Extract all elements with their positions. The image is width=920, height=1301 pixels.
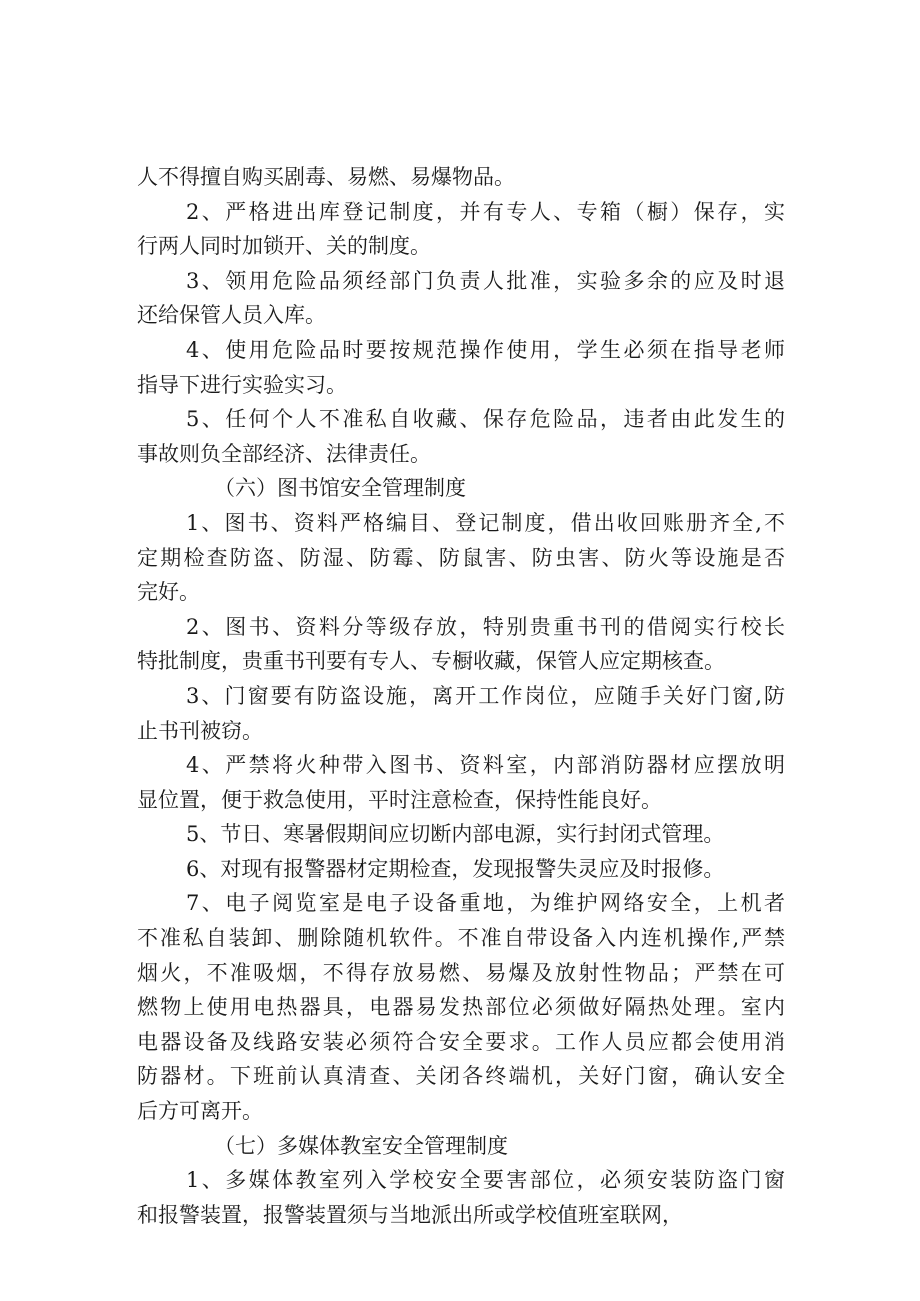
text-line: 防器材。下班前认真清查、关闭各终端机，关好门窗，确认安全: [137, 1064, 785, 1089]
text-line: 烟火，不准吸烟，不得存放易燃、易爆及放射性物品；严禁在可: [137, 960, 785, 985]
text-line: 6、对现有报警器材定期检查，发现报警失灵应及时报修。: [186, 856, 725, 881]
text-line: 显位置，便于救急使用，平时注意检查，保持性能良好。: [137, 787, 662, 812]
text-line: 事故则负全部经济、法律责任。: [137, 441, 431, 466]
text-line: 定期检查防盗、防湿、防霉、防鼠害、防虫害、防火等设施是否: [137, 545, 785, 570]
text-line: 7、电子阅览室是电子设备重地，为维护网络安全，上机者: [186, 891, 785, 916]
text-line: 1、多媒体教室列入学校安全要害部位，必须安装防盗门窗: [186, 1168, 785, 1193]
text-line: 5、节日、寒暑假期间应切断内部电源，实行封闭式管理。: [186, 822, 725, 847]
text-line: 特批制度，贵重书刊要有专人、专橱收藏，保管人应定期核查。: [137, 649, 725, 674]
text-line: 止书刊被窃。: [137, 718, 263, 743]
text-line: 3、门窗要有防盗设施，离开工作岗位，应随手关好门窗,防: [186, 683, 785, 708]
text-line: 人不得擅自购买剧毒、易燃、易爆物品。: [137, 165, 515, 189]
text-line: 和报警装置，报警装置须与当地派出所或学校值班室联网，: [137, 1202, 683, 1227]
text-line: 2、严格进出库登记制度，并有专人、专箱（橱）保存，实: [186, 199, 785, 224]
text-line: 后方可离开。: [137, 1099, 263, 1124]
section-heading: （七）多媒体教室安全管理制度: [214, 1133, 508, 1158]
text-line: 3、领用危险品须经部门负责人批准，实验多余的应及时退: [186, 268, 785, 293]
text-line: 燃物上使用电热器具，电器易发热部位必须做好隔热处理。室内: [137, 995, 785, 1020]
section-heading: （六）图书馆安全管理制度: [214, 476, 466, 501]
text-line: 1、图书、资料严格编目、登记制度，借出收回账册齐全,不: [186, 510, 785, 535]
text-line: 4、严禁将火种带入图书、资料室，内部消防器材应摆放明: [186, 753, 785, 778]
text-line: 电器设备及线路安装必须符合安全要求。工作人员应都会使用消: [137, 1029, 785, 1054]
text-line: 行两人同时加锁开、关的制度。: [137, 234, 431, 259]
text-line: 还给保管人员入库。: [137, 303, 326, 328]
text-line: 不准私自装卸、删除随机软件。不准自带设备入内连机操作,严禁: [137, 926, 785, 951]
text-line: 2、图书、资料分等级存放，特别贵重书刊的借阅实行校长: [186, 614, 785, 639]
document-body: [137, 160, 785, 1232]
text-line: 4、使用危险品时要按规范操作使用，学生必须在指导老师: [186, 337, 785, 362]
text-line: 完好。: [137, 580, 200, 605]
text-line: 指导下进行实验实习。: [137, 372, 347, 397]
text-line: 5、任何个人不准私自收藏、保存危险品，违者由此发生的: [186, 407, 785, 432]
